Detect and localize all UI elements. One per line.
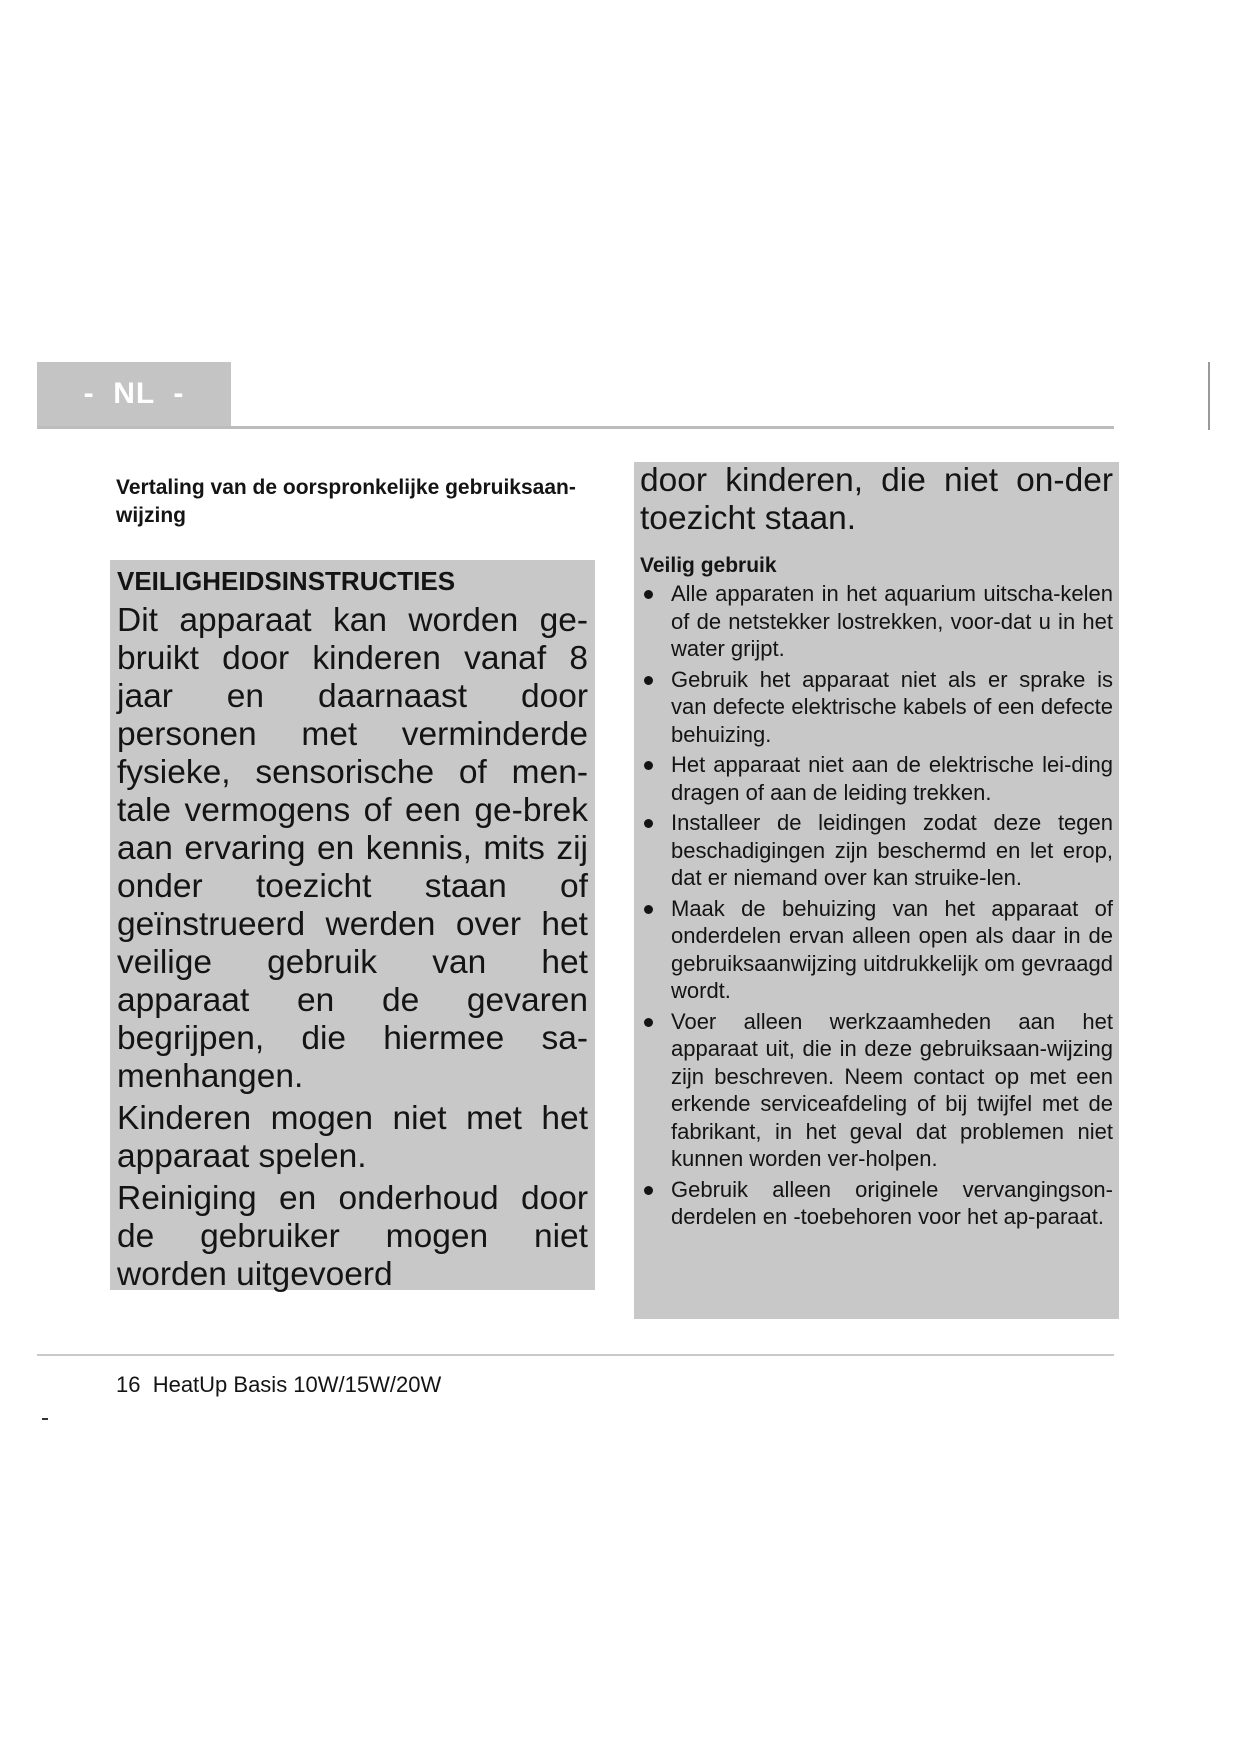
header-divider <box>37 426 1114 429</box>
list-item-text: Installeer de leidingen zodat deze tegen beschadigingen zijn beschermd en let erop, dat er niemand over kan struike-len. <box>671 810 1113 890</box>
bullet-icon <box>644 905 653 914</box>
list-item-text: Maak de behuizing van het apparaat of onderdelen ervan alleen open als daar in de gebruiksaanwijzing uitdrukkelijk om gevraagd wordt. <box>671 895 1113 1003</box>
safe-use-list <box>640 580 1113 1231</box>
bullet-icon <box>644 761 653 770</box>
bullet-icon <box>644 1186 653 1195</box>
safe-use-box <box>634 462 1119 1319</box>
safety-instructions-box <box>110 560 595 1293</box>
language-tab: - NL - <box>37 362 231 426</box>
list-item <box>640 1176 1113 1231</box>
list-item-text: Gebruik het apparaat niet als er sprake is van defecte elektrische kabels of een defecte behuizing. <box>671 666 1113 747</box>
safe-use-title: Veilig gebruik <box>640 554 777 577</box>
safety-heading: VEILIGHEIDSINSTRUCTIES <box>117 566 456 596</box>
list-item-text: Alle apparaten in het aquarium uitscha-kelen of de netstekker lostrekken, voor-dat u in het water grijpt. <box>671 581 1113 661</box>
footer-divider <box>37 1354 1114 1356</box>
safety-paragraph-continuation: door kinderen, die niet on-der toezicht staan. <box>640 462 1113 537</box>
safety-paragraph-1: Dit apparaat kan worden ge-bruikt door kinderen vanaf 8 jaar en daarnaast door personen met verminderde fysieke, sensorische of men-tale vermogens of een ge-brek aan ervaring en kennis, mits zij onder toezicht staan of geïnstrueerd werden over het veilige gebruik van het apparaat en de gevaren begrijpen, die hiermee sa-menhangen. <box>117 602 588 1095</box>
list-item <box>640 1008 1113 1173</box>
bullet-icon <box>644 1018 653 1027</box>
bullet-icon <box>644 819 653 828</box>
list-item-text: Gebruik alleen originele vervangingson-derdelen en -toebehoren voor het ap-paraat. <box>671 1176 1113 1229</box>
list-item-text: Het apparaat niet aan de elektrische lei-ding dragen of aan de leiding trekken. <box>671 752 1113 805</box>
list-item <box>640 809 1113 892</box>
list-item <box>640 895 1113 1005</box>
bullet-icon <box>644 676 653 685</box>
page-footer: 16 HeatUp Basis 10W/15W/20W <box>116 1372 442 1397</box>
list-item <box>640 666 1113 749</box>
list-item-text: Voer alleen werkzaamheden aan het apparaat uit, die in deze gebruiksaan-wijzing zijn beschreven. Neem contact op met een erkende serviceafdeling of bij twijfel met de fabrikant, in het geval dat problemen niet kunnen worden ver-holpen. <box>671 1008 1113 1171</box>
margin-mark <box>42 1418 48 1420</box>
list-item <box>640 751 1113 806</box>
document-subtitle: Vertaling van de oorspronkelijke gebruiksaan-wijzing <box>116 476 576 527</box>
bullet-icon <box>644 590 653 599</box>
page-edge-mark <box>1208 362 1210 430</box>
safety-paragraph-3: Reiniging en onderhoud door de gebruiker mogen niet worden uitgevoerd <box>117 1180 588 1293</box>
safety-paragraph-2: Kinderen mogen niet met het apparaat spelen. <box>117 1100 588 1175</box>
list-item <box>640 580 1113 663</box>
